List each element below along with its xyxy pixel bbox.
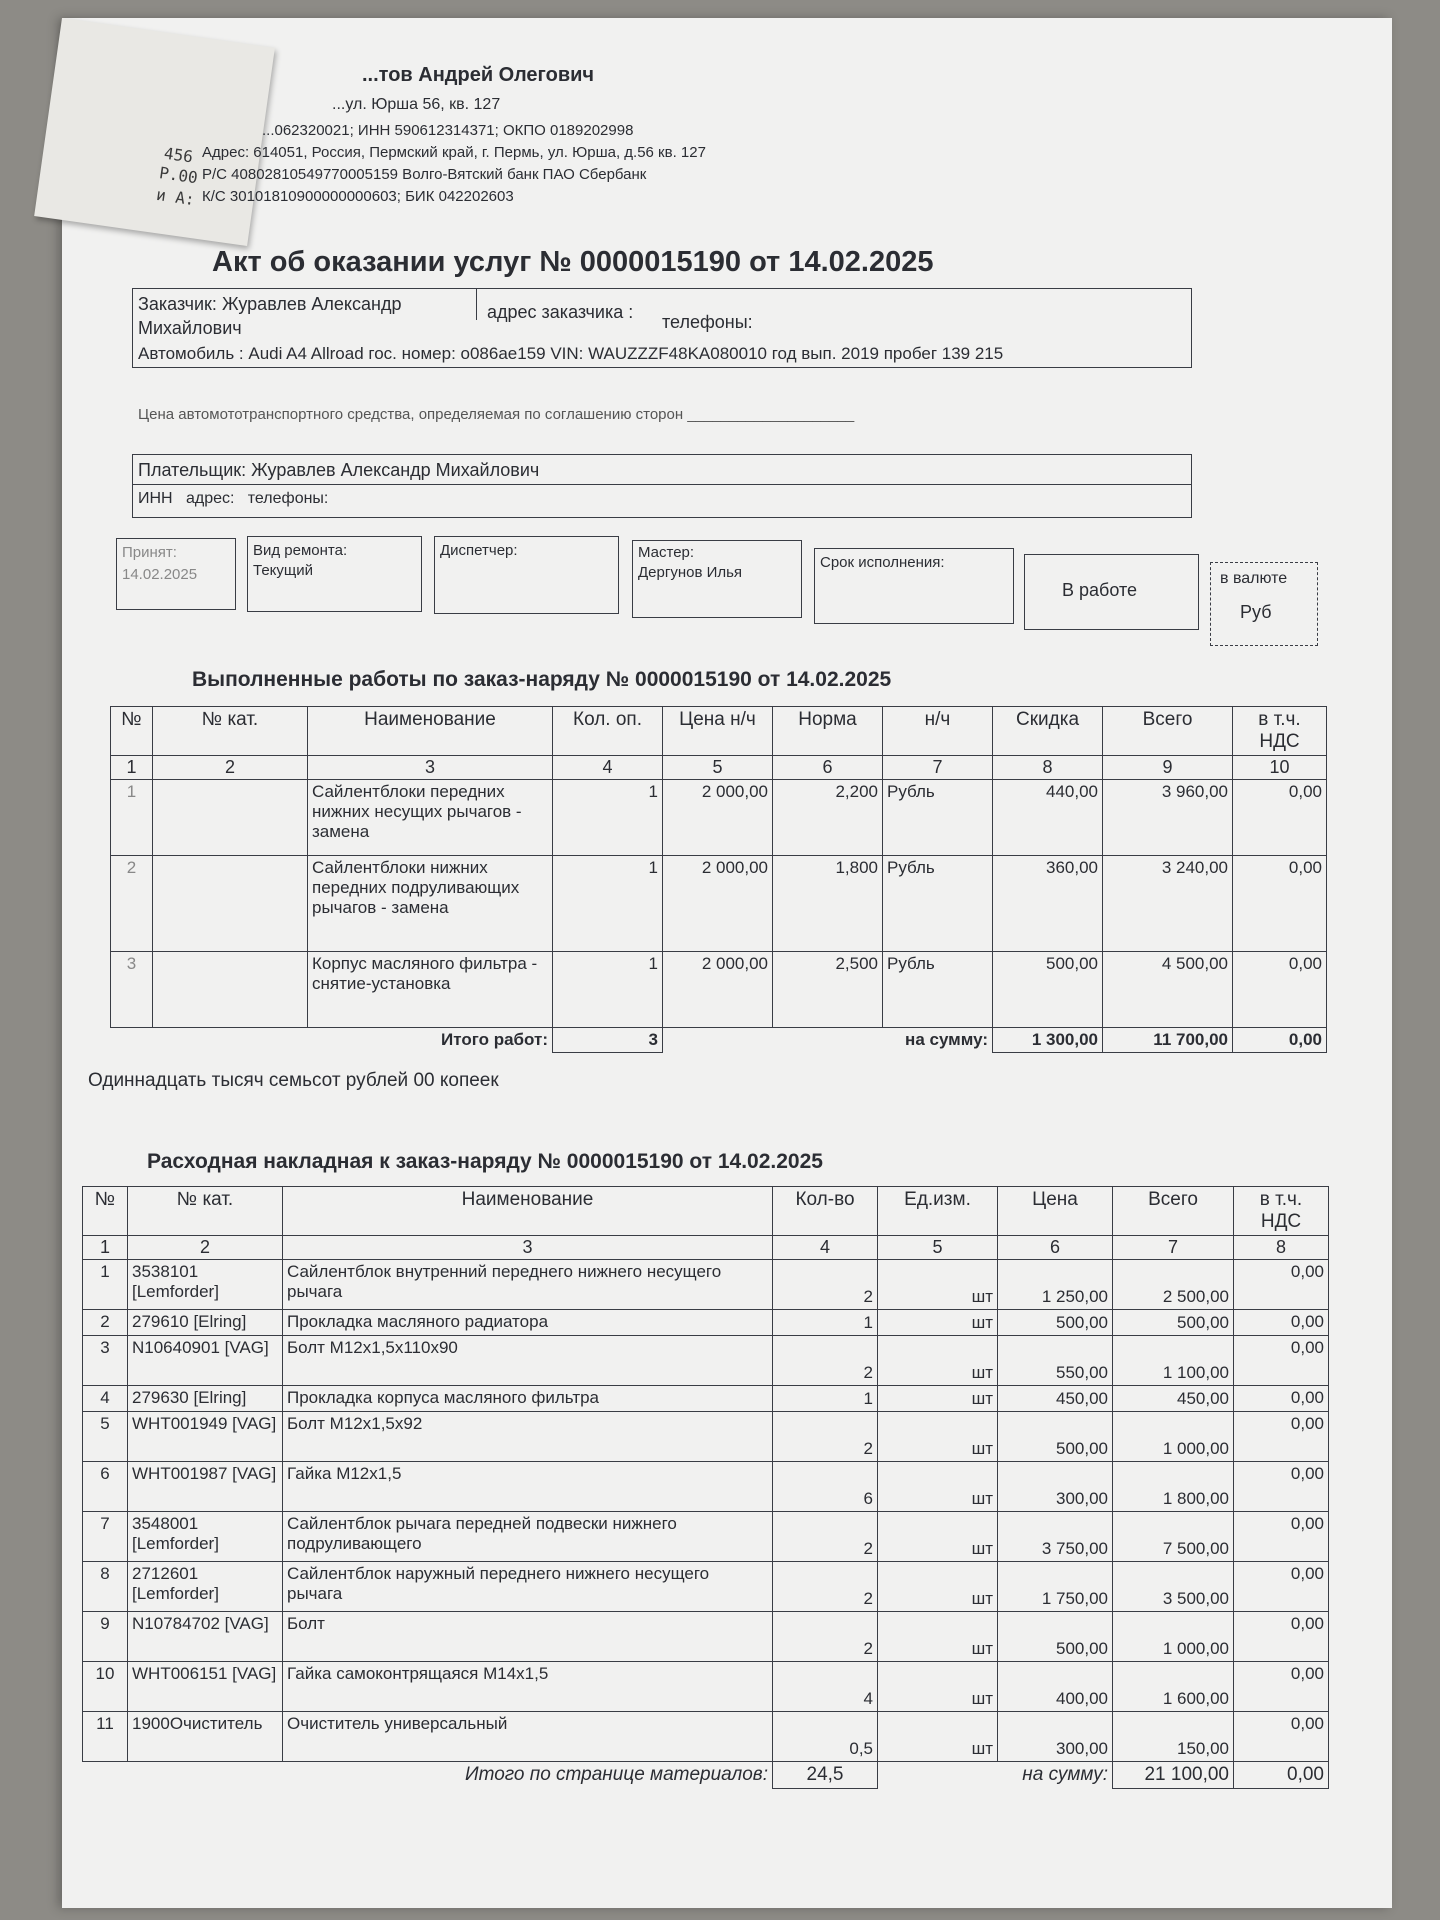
materials-cell-vat: 0,00: [1234, 1412, 1329, 1462]
materials-row: [83, 1462, 1329, 1512]
materials-total-label: Итого по странице материалов:: [464, 1764, 768, 1785]
works-table: [110, 706, 1327, 1053]
materials-cell-n: 10: [83, 1662, 128, 1712]
materials-cell-unit: шт: [878, 1712, 998, 1762]
works-total-label: Итого работ:: [441, 1030, 548, 1049]
works-cell-vat: 0,00: [1233, 856, 1327, 952]
master-label: Мастер:: [638, 544, 695, 561]
materials-number-row: [83, 1236, 1329, 1260]
materials-cell-name: Очиститель универсальный: [283, 1712, 773, 1762]
customer-phones-label: телефоны:: [662, 312, 753, 332]
works-cell-price: 2 000,00: [663, 952, 773, 1028]
works-column-number: 9: [1103, 756, 1233, 780]
works-cell-discount: 360,00: [993, 856, 1103, 952]
materials-cell-price: 450,00: [998, 1386, 1113, 1412]
materials-cell-vat: 0,00: [1234, 1562, 1329, 1612]
org-corr-account: К/С 30101810900000000603; БИК 042202603: [202, 188, 514, 205]
customer-name-line2: Михайлович: [138, 318, 242, 338]
materials-cell-price: 500,00: [998, 1412, 1113, 1462]
materials-cell-total: 1 800,00: [1113, 1462, 1234, 1512]
materials-row: [83, 1310, 1329, 1336]
document-page: [62, 18, 1392, 1908]
materials-column-number: 8: [1234, 1236, 1329, 1260]
materials-header-cell: Цена: [998, 1187, 1113, 1236]
works-total-discount: 1 300,00: [993, 1028, 1103, 1053]
receipt-fold: [34, 18, 275, 246]
materials-cell-qty: 2: [773, 1260, 878, 1310]
repair-label: Вид ремонта:: [253, 542, 348, 559]
materials-cell-qty: 6: [773, 1462, 878, 1512]
works-cell-vat: 0,00: [1233, 780, 1327, 856]
materials-cell-total: 2 500,00: [1113, 1260, 1234, 1310]
materials-cell-unit: шт: [878, 1310, 998, 1336]
materials-cell-name: Сайлентблок наружный переднего нижнего несущего рычага: [283, 1562, 773, 1612]
materials-cell-total: 1 000,00: [1113, 1412, 1234, 1462]
materials-cell-price: 300,00: [998, 1712, 1113, 1762]
org-account: Р/С 40802810549770005159 Волго-Вятский банк ПАО Сбербанк: [202, 166, 647, 183]
works-total-row: [111, 1028, 1327, 1053]
materials-cell-name: Болт M12x1,5x92: [283, 1412, 773, 1462]
works-header-cell: Скидка: [993, 707, 1103, 756]
materials-cell-unit: шт: [878, 1412, 998, 1462]
repair-value: Текущий: [253, 562, 313, 579]
works-header-cell: Цена н/ч: [663, 707, 773, 756]
works-cell-unit: Рубль: [883, 856, 993, 952]
materials-cell-cat: 279630 [Elring]: [128, 1386, 283, 1412]
materials-row: [83, 1612, 1329, 1662]
materials-cell-vat: 0,00: [1234, 1310, 1329, 1336]
works-cell-name: Сайлентблоки нижних передних подруливающих рычагов - замена: [308, 856, 553, 952]
works-header-cell: в т.ч. НДС: [1233, 707, 1327, 756]
materials-cell-cat: 1900Очиститель: [128, 1712, 283, 1762]
works-cell-price: 2 000,00: [663, 856, 773, 952]
currency-label: в валюте: [1220, 570, 1288, 587]
materials-total-sum: 21 100,00: [1113, 1762, 1234, 1789]
materials-cell-total: 150,00: [1113, 1712, 1234, 1762]
works-title: Выполненные работы по заказ-наряду № 0000015190 от 14.02.2025: [192, 668, 892, 691]
works-cell-qty: 1: [553, 856, 663, 952]
materials-cell-cat: WHT001949 [VAG]: [128, 1412, 283, 1462]
works-header-row: [111, 707, 1327, 756]
materials-cell-qty: 4: [773, 1662, 878, 1712]
payer-divider: [132, 484, 1192, 485]
materials-header-cell: №: [83, 1187, 128, 1236]
materials-cell-name: Гайка самоконтрящаяся M14x1,5: [283, 1662, 773, 1712]
works-cell-cat: [153, 780, 308, 856]
materials-cell-qty: 2: [773, 1562, 878, 1612]
materials-cell-total: 500,00: [1113, 1310, 1234, 1336]
works-cell-name: Сайлентблоки передних нижних несущих рычагов - замена: [308, 780, 553, 856]
works-column-number: 7: [883, 756, 993, 780]
materials-cell-vat: 0,00: [1234, 1260, 1329, 1310]
materials-cell-price: 1 750,00: [998, 1562, 1113, 1612]
works-column-number: 8: [993, 756, 1103, 780]
works-cell-vat: 0,00: [1233, 952, 1327, 1028]
materials-cell-cat: N10784702 [VAG]: [128, 1612, 283, 1662]
materials-cell-vat: 0,00: [1234, 1462, 1329, 1512]
materials-header-cell: в т.ч. НДС: [1234, 1187, 1329, 1236]
materials-cell-n: 5: [83, 1412, 128, 1462]
accepted-label: Принят:: [122, 544, 177, 561]
materials-cell-price: 3 750,00: [998, 1512, 1113, 1562]
org-legal-address: Адрес: 614051, Россия, Пермский край, г. Пермь, ул. Юрша, д.56 кв. 127: [202, 144, 706, 161]
works-row: [111, 856, 1327, 952]
materials-cell-unit: шт: [878, 1562, 998, 1612]
works-column-number: 10: [1233, 756, 1327, 780]
materials-cell-qty: 1: [773, 1310, 878, 1336]
materials-cell-cat: N10640901 [VAG]: [128, 1336, 283, 1386]
materials-cell-cat: 3548001 [Lemforder]: [128, 1512, 283, 1562]
works-cell-qty: 1: [553, 780, 663, 856]
materials-cell-unit: шт: [878, 1512, 998, 1562]
materials-cell-price: 300,00: [998, 1462, 1113, 1512]
works-cell-name: Корпус масляного фильтра - снятие-установка: [308, 952, 553, 1028]
materials-sum-label: на сумму:: [1022, 1764, 1108, 1785]
materials-row: [83, 1336, 1329, 1386]
materials-cell-cat: 2712601 [Lemforder]: [128, 1562, 283, 1612]
works-column-number: 6: [773, 756, 883, 780]
works-cell-n: 1: [111, 780, 153, 856]
materials-cell-name: Гайка M12x1,5: [283, 1462, 773, 1512]
materials-cell-name: Прокладка корпуса масляного фильтра: [283, 1386, 773, 1412]
materials-cell-total: 1 100,00: [1113, 1336, 1234, 1386]
works-row: [111, 780, 1327, 856]
materials-cell-qty: 2: [773, 1612, 878, 1662]
works-cell-total: 3 960,00: [1103, 780, 1233, 856]
materials-cell-name: Болт: [283, 1612, 773, 1662]
materials-cell-n: 8: [83, 1562, 128, 1612]
works-header-cell: № кат.: [153, 707, 308, 756]
materials-cell-total: 450,00: [1113, 1386, 1234, 1412]
works-header-cell: н/ч: [883, 707, 993, 756]
accepted-value: 14.02.2025: [122, 566, 198, 583]
works-header-cell: Наименование: [308, 707, 553, 756]
materials-header-cell: Всего: [1113, 1187, 1234, 1236]
works-cell-norm: 2,500: [773, 952, 883, 1028]
materials-cell-vat: 0,00: [1234, 1386, 1329, 1412]
materials-row: [83, 1512, 1329, 1562]
materials-table: [82, 1186, 1329, 1789]
materials-cell-unit: шт: [878, 1386, 998, 1412]
receipt-line: Р.00: [158, 163, 199, 188]
works-column-number: 1: [111, 756, 153, 780]
materials-column-number: 7: [1113, 1236, 1234, 1260]
works-total-vat: 0,00: [1233, 1028, 1327, 1053]
materials-cell-cat: 279610 [Elring]: [128, 1310, 283, 1336]
materials-cell-name: Болт M12x1,5x110x90: [283, 1336, 773, 1386]
materials-cell-qty: 1: [773, 1386, 878, 1412]
materials-cell-price: 550,00: [998, 1336, 1113, 1386]
materials-cell-n: 6: [83, 1462, 128, 1512]
works-cell-total: 4 500,00: [1103, 952, 1233, 1028]
materials-cell-n: 1: [83, 1260, 128, 1310]
works-cell-qty: 1: [553, 952, 663, 1028]
materials-row: [83, 1260, 1329, 1310]
materials-cell-cat: 3538101 [Lemforder]: [128, 1260, 283, 1310]
materials-cell-total: 1 000,00: [1113, 1612, 1234, 1662]
materials-row: [83, 1412, 1329, 1462]
materials-total-qty: 24,5: [773, 1762, 878, 1789]
works-column-number: 3: [308, 756, 553, 780]
document-title: Акт об оказании услуг № 0000015190 от 14.02.2025: [212, 246, 934, 278]
works-number-row: [111, 756, 1327, 780]
materials-cell-n: 7: [83, 1512, 128, 1562]
works-header-cell: №: [111, 707, 153, 756]
materials-cell-price: 1 250,00: [998, 1260, 1113, 1310]
works-cell-cat: [153, 856, 308, 952]
works-column-number: 2: [153, 756, 308, 780]
materials-row: [83, 1662, 1329, 1712]
materials-cell-unit: шт: [878, 1462, 998, 1512]
materials-cell-qty: 2: [773, 1412, 878, 1462]
materials-row: [83, 1386, 1329, 1412]
payer-line: Плательщик: Журавлев Александр Михайлович: [138, 460, 540, 480]
materials-header-cell: Кол-во: [773, 1187, 878, 1236]
materials-cell-unit: шт: [878, 1662, 998, 1712]
materials-column-number: 4: [773, 1236, 878, 1260]
materials-cell-unit: шт: [878, 1260, 998, 1310]
works-cell-unit: Рубль: [883, 952, 993, 1028]
materials-cell-n: 2: [83, 1310, 128, 1336]
materials-cell-name: Прокладка масляного радиатора: [283, 1310, 773, 1336]
materials-cell-cat: WHT001987 [VAG]: [128, 1462, 283, 1512]
materials-cell-total: 3 500,00: [1113, 1562, 1234, 1612]
works-row: [111, 952, 1327, 1028]
materials-cell-qty: 0,5: [773, 1712, 878, 1762]
car-line: Автомобиль : Audi A4 Allroad гос. номер: о086ае159 VIN: WAUZZZF48KA080010 год вып. 2019 пробег 139 215: [138, 344, 1004, 363]
materials-cell-name: Сайлентблок внутренний переднего нижнего несущего рычага: [283, 1260, 773, 1310]
materials-cell-vat: 0,00: [1234, 1662, 1329, 1712]
materials-header-cell: Наименование: [283, 1187, 773, 1236]
materials-cell-vat: 0,00: [1234, 1612, 1329, 1662]
deadline-label: Срок исполнения:: [820, 554, 945, 571]
materials-title: Расходная накладная к заказ-наряду № 0000015190 от 14.02.2025: [147, 1150, 823, 1173]
works-total-sum: 11 700,00: [1103, 1028, 1233, 1053]
materials-column-number: 5: [878, 1236, 998, 1260]
amount-in-words: Одиннадцать тысяч семьсот рублей 00 копеек: [88, 1070, 499, 1091]
materials-cell-vat: 0,00: [1234, 1512, 1329, 1562]
materials-cell-price: 500,00: [998, 1310, 1113, 1336]
works-header-cell: Всего: [1103, 707, 1233, 756]
works-header-cell: Норма: [773, 707, 883, 756]
customer-label: Заказчик: Журавлев Александр: [138, 294, 402, 314]
materials-cell-n: 9: [83, 1612, 128, 1662]
materials-cell-price: 400,00: [998, 1662, 1113, 1712]
works-total-qty: 3: [553, 1028, 663, 1053]
materials-cell-price: 500,00: [998, 1612, 1113, 1662]
works-sum-label: на сумму:: [905, 1030, 988, 1049]
materials-header-cell: № кат.: [128, 1187, 283, 1236]
materials-column-number: 6: [998, 1236, 1113, 1260]
payer-details: ИНН адрес: телефоны:: [138, 490, 329, 507]
materials-row: [83, 1562, 1329, 1612]
materials-cell-name: Сайлентблок рычага передней подвески нижнего подруливающего: [283, 1512, 773, 1562]
materials-cell-n: 11: [83, 1712, 128, 1762]
materials-cell-unit: шт: [878, 1612, 998, 1662]
materials-cell-total: 7 500,00: [1113, 1512, 1234, 1562]
org-inn: ...062320021; ИНН 590612314371; ОКПО 0189202998: [262, 122, 634, 139]
works-header-cell: Кол. оп.: [553, 707, 663, 756]
works-cell-price: 2 000,00: [663, 780, 773, 856]
works-cell-discount: 440,00: [993, 780, 1103, 856]
customer-address-label: адрес заказчика :: [487, 302, 634, 322]
materials-total-row: [83, 1762, 1329, 1789]
works-cell-n: 3: [111, 952, 153, 1028]
materials-cell-qty: 2: [773, 1336, 878, 1386]
status-value: В работе: [1062, 580, 1138, 600]
materials-cell-qty: 2: [773, 1512, 878, 1562]
works-cell-cat: [153, 952, 308, 1028]
receipt-line: и А:: [155, 184, 196, 210]
materials-row: [83, 1712, 1329, 1762]
materials-cell-n: 3: [83, 1336, 128, 1386]
works-cell-norm: 1,800: [773, 856, 883, 952]
price-line: Цена автомототранспортного средства, определяемая по соглашению сторон ____________________: [138, 406, 855, 423]
master-value: Дергунов Илья: [638, 564, 743, 581]
receipt-line: 456: [162, 143, 195, 167]
materials-cell-vat: 0,00: [1234, 1336, 1329, 1386]
dispatcher-label: Диспетчер:: [440, 542, 518, 559]
materials-header-cell: Ед.изм.: [878, 1187, 998, 1236]
materials-cell-vat: 0,00: [1234, 1712, 1329, 1762]
works-cell-total: 3 240,00: [1103, 856, 1233, 952]
works-cell-n: 2: [111, 856, 153, 952]
materials-cell-unit: шт: [878, 1336, 998, 1386]
works-cell-norm: 2,200: [773, 780, 883, 856]
works-cell-discount: 500,00: [993, 952, 1103, 1028]
materials-column-number: 3: [283, 1236, 773, 1260]
works-column-number: 5: [663, 756, 773, 780]
works-cell-unit: Рубль: [883, 780, 993, 856]
materials-total-vat: 0,00: [1234, 1762, 1329, 1789]
materials-column-number: 1: [83, 1236, 128, 1260]
materials-cell-n: 4: [83, 1386, 128, 1412]
org-name: ...тов Андрей Олегович: [362, 64, 595, 86]
materials-cell-total: 1 600,00: [1113, 1662, 1234, 1712]
works-column-number: 4: [553, 756, 663, 780]
materials-column-number: 2: [128, 1236, 283, 1260]
materials-cell-cat: WHT006151 [VAG]: [128, 1662, 283, 1712]
materials-header-row: [83, 1187, 1329, 1236]
org-address: ...ул. Юрша 56, кв. 127: [332, 96, 501, 113]
currency-value: Руб: [1240, 602, 1272, 622]
